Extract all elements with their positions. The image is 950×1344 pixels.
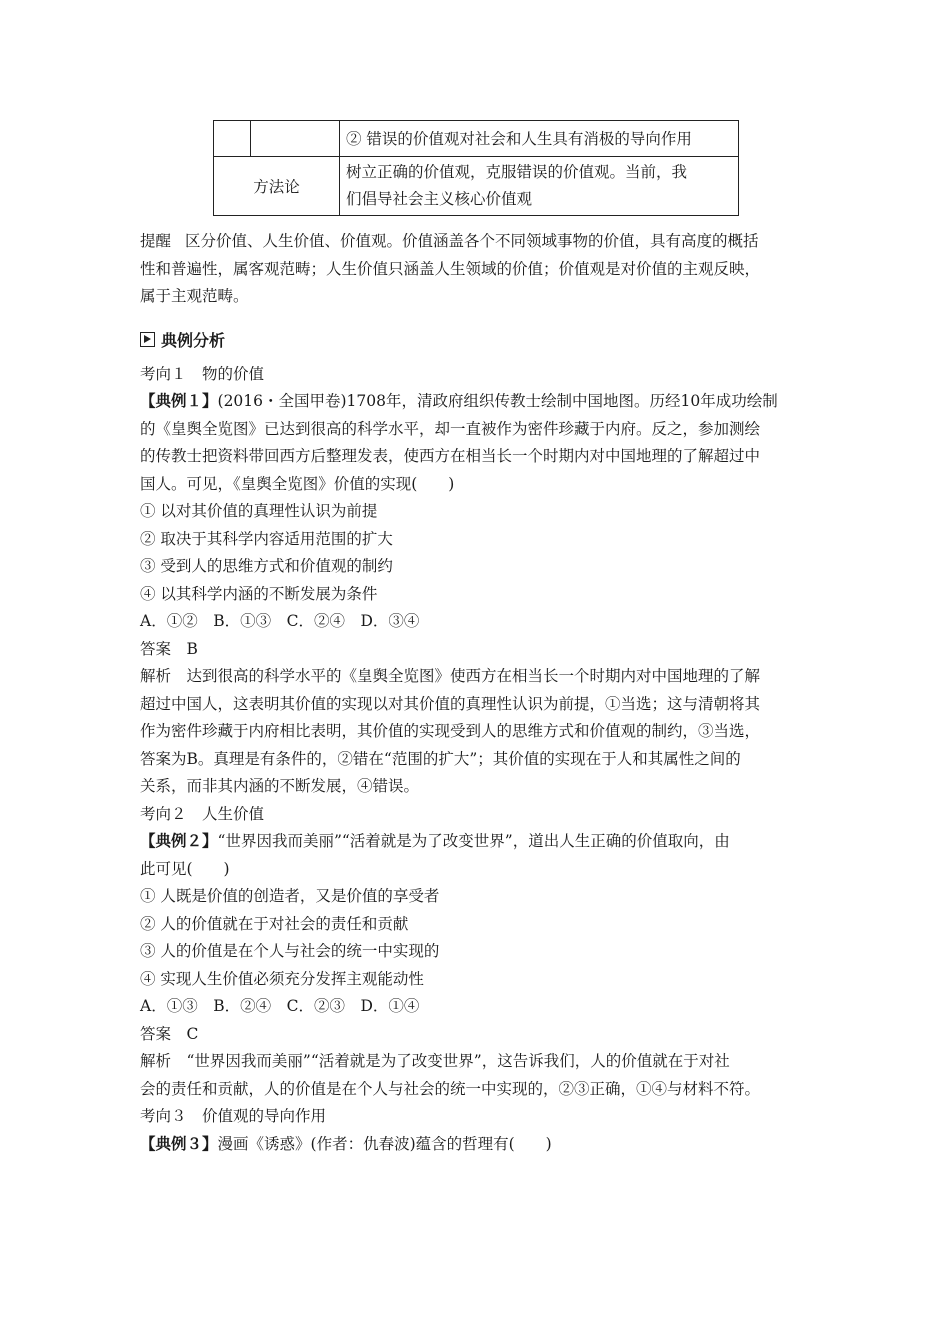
main-content xyxy=(140,228,812,1158)
reminder-text: 区分价值、人生价值、价值观。价值涵盖各个不同领域事物的价值，具有高度的概括 xyxy=(185,232,759,250)
question-text: 国人。可见，《皇舆全览图》价值的实现( ) xyxy=(140,474,455,493)
question-text: 的传教士把资料带回西方后整理发表，使西方在相当长一个时期内对中国地理的了解超过中 xyxy=(140,447,761,465)
analysis-text: 作为密件珍藏于内府相比表明，其价值的实现受到人的思维方式和价值观的制约，③当选， xyxy=(140,722,761,740)
reminder-block xyxy=(140,228,812,311)
table-row xyxy=(214,157,739,216)
option-item: ② 人的价值就在于对社会的责任和贡献 xyxy=(140,914,409,933)
methodology-label: 方法论 xyxy=(253,178,300,196)
option-item: ① 以对其价值的真理性认识为前提 xyxy=(140,502,378,520)
option-item: ③ 人的价值是在个人与社会的统一中实现的 xyxy=(140,942,440,960)
table-cell-empty xyxy=(214,121,251,157)
knowledge-table xyxy=(213,120,739,216)
answer-text: 答案 B xyxy=(140,639,198,658)
question-text: “世界因我而美丽”“活着就是为了改变世界”，道出人生正确的价值取向，由 xyxy=(217,832,730,850)
reminder-text: 属于主观范畴。 xyxy=(140,287,249,305)
section-title: 典例分析 xyxy=(161,331,226,350)
topic-heading: 考向１ 物的价值 xyxy=(140,364,265,383)
play-triangle-icon xyxy=(140,332,155,347)
option-item: ③ 受到人的思维方式和价值观的制约 xyxy=(140,557,393,575)
section-header xyxy=(140,321,812,359)
reminder-text: 性和普遍性，属客观范畴；人生价值只涵盖人生领域的价值；价值观是对价值的主观反映， xyxy=(140,259,761,278)
table-row xyxy=(214,121,739,157)
option-item: ② 取决于其科学内容适用范围的扩大 xyxy=(140,529,393,548)
question-text: 的《皇舆全览图》已达到很高的科学水平，却一直被作为密件珍藏于内府。反之，参加测绘 xyxy=(140,419,761,438)
table-cell xyxy=(340,121,739,157)
table-cell-line: 树立正确的价值观，克服错误的价值观。当前，我 xyxy=(346,163,688,181)
topic-heading: 考向３ 价值观的导向作用 xyxy=(140,1107,327,1125)
option-item: ④ 以其科学内涵的不断发展为条件 xyxy=(140,584,378,603)
table-cell xyxy=(340,157,739,216)
table-cell-line: 们倡导社会主义核心价值观 xyxy=(346,190,533,208)
reminder-label: 提醒 xyxy=(140,232,172,250)
example-label: 【典例２】 xyxy=(140,832,218,850)
analysis-text: 关系，而非其内涵的不断发展，④错误。 xyxy=(140,777,420,795)
question-text: (2016・全国甲卷)1708年，清政府组织传教士绘制中国地图。历经10年成功绘制 xyxy=(217,392,778,410)
analysis-text: 会的责任和贡献，人的价值是在个人与社会的统一中实现的，②③正确，①④与材料不符。 xyxy=(140,1079,761,1098)
option-item: ④ 实现人生价值必须充分发挥主观能动性 xyxy=(140,969,424,988)
question-text: 此可见( ) xyxy=(140,859,230,878)
answer-choices: A．①③ B．②④ C．②③ D．①④ xyxy=(140,997,420,1015)
option-item: ① 人既是价值的创造者，又是价值的享受者 xyxy=(140,887,440,905)
example-label: 【典例１】 xyxy=(140,392,218,410)
question-text: 漫画《诱惑》(作者：仇春波)蕴含的哲理有( ) xyxy=(217,1134,552,1153)
answer-text: 答案 C xyxy=(140,1024,199,1043)
answer-choices: A．①② B．①③ C．②④ D．③④ xyxy=(140,612,420,630)
analysis-text: 超过中国人，这表明其价值的实现以对其价值的真理性认识为前提，①当选；这与清朝将其 xyxy=(140,694,761,713)
analysis-text: 答案为B。真理是有条件的，②错在“范围的扩大”；其价值的实现在于人和其属性之间的 xyxy=(140,749,741,768)
table-cell-text: ② 错误的价值观对社会和人生具有消极的导向作用 xyxy=(346,129,692,148)
example-label: 【典例３】 xyxy=(140,1134,218,1153)
analysis-text: 解析 达到很高的科学水平的《皇舆全览图》使西方在相当长一个时期内对中国地理的了解 xyxy=(140,667,761,685)
topic-heading: 考向２ 人生价值 xyxy=(140,804,265,823)
table-cell-label xyxy=(214,157,340,216)
analysis-text: 解析 “世界因我而美丽”“活着就是为了改变世界”，这告诉我们，人的价值就在于对社 xyxy=(140,1052,730,1070)
table-cell-empty xyxy=(251,121,340,157)
